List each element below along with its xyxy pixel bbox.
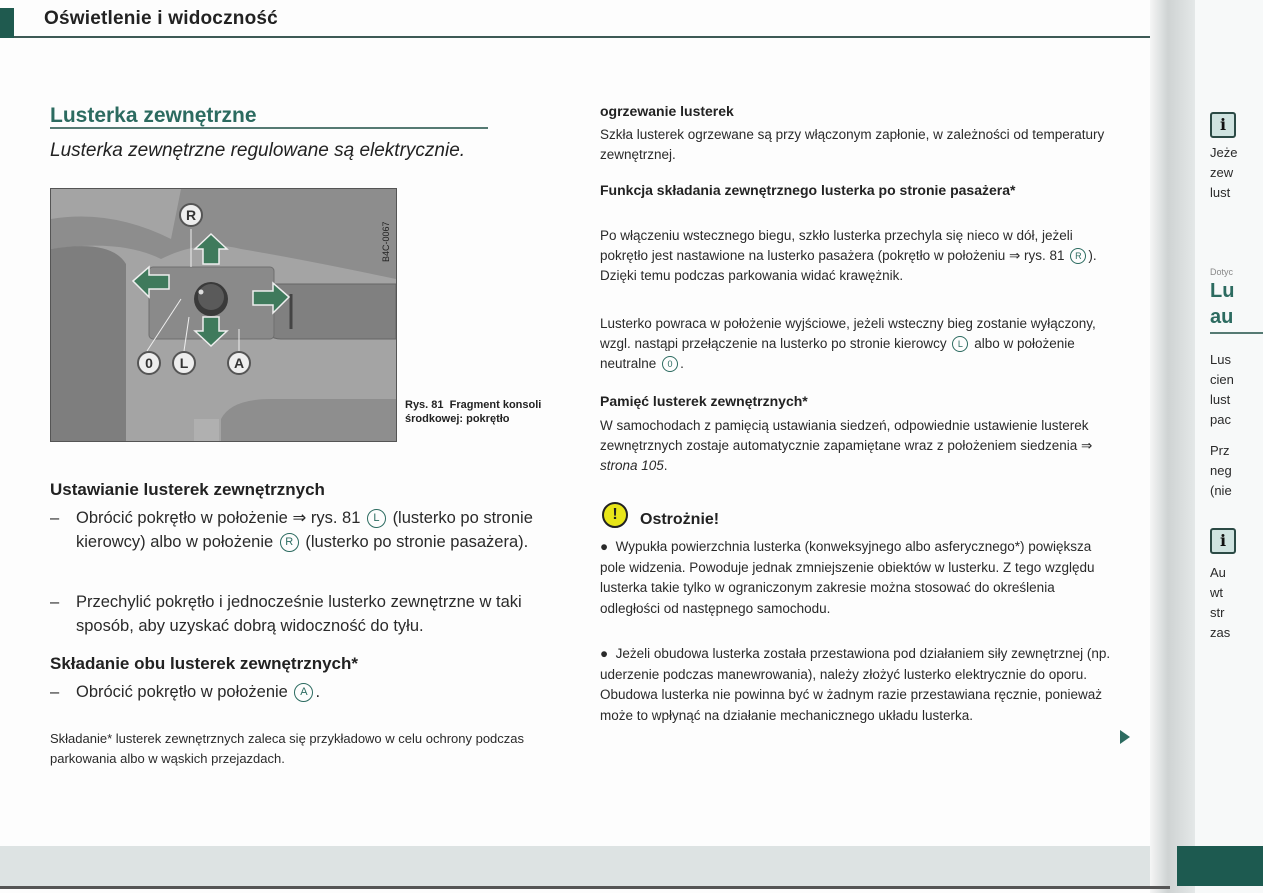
label-0-badge: 0 <box>137 351 161 375</box>
bullet-dot: ● <box>600 646 616 661</box>
info-icon: i <box>1210 112 1236 138</box>
adjust-step-1 <box>50 506 560 554</box>
fragment-line: zas <box>1210 625 1231 640</box>
fragment-small-label: Dotyc <box>1210 267 1234 277</box>
position-r-symbol: R <box>280 533 299 552</box>
fragment-line: pac <box>1210 412 1231 427</box>
fragment-line: (nie <box>1210 483 1232 498</box>
section-lead: Lusterka zewnętrzne regulowane są elektrycznie. <box>50 140 466 161</box>
chapter-title: Oświetlenie i widoczność <box>44 8 278 29</box>
passenger-fold-heading: Funkcja składania zewnętrznego lusterka po stronie pasażera* <box>600 182 1016 198</box>
position-r-symbol: R <box>1070 248 1086 264</box>
step-text: (lusterko po stronie pasażera). <box>305 533 529 551</box>
paragraph-text: ). Dzięki temu podczas parkowania widać krawężnik. <box>600 248 1097 283</box>
passenger-fold-p2 <box>600 314 1120 374</box>
fold-step <box>50 680 560 704</box>
paragraph-text: W samochodach z pamięcią ustawiania siedzeń, odpowiednie ustawienie lusterek zewnętrznych zostaje automatycznie zapamiętane wraz z położeniem siedzenia ⇒ <box>600 418 1093 453</box>
label-a-badge: A <box>227 351 251 375</box>
fragment-line: Jeże <box>1210 145 1238 160</box>
position-a-symbol: A <box>294 683 313 702</box>
fragment-heading-underline <box>1210 332 1263 334</box>
section-title: Lusterka zewnętrzne <box>50 104 257 127</box>
paragraph-text: Po włączeniu wstecznego biegu, szkło lusterka przechyla się nieco w dół, jeżeli pokrętło jest nastawione na lusterko pasażera (pokrętło w położeniu ⇒ rys. 81 <box>600 228 1073 263</box>
bullet-dot: ● <box>600 539 616 554</box>
fragment-line: Au <box>1210 565 1226 580</box>
heating-text: Szkła lusterek ogrzewane są przy włączonym zapłonie, w zależności od temperatury zewnętrznej. <box>600 127 1105 162</box>
paragraph-text: . <box>663 458 668 473</box>
fragment-line: neg <box>1210 463 1232 478</box>
bullet-text: Jeżeli obudowa lusterka została przestawiona pod działaniem siły zewnętrznej (np. uderzenie podczas manewrowania), należy złożyć lusterko elektrycznie do oporu. Obudowa lusterka nie powinna być w żadnym razie przestawiana ręcznie, ponieważ może to wpłynąć na działanie mechanicznego układu lusterka. <box>600 646 1111 723</box>
caution-title: Ostrożnie! <box>640 511 720 528</box>
paragraph-text: Lusterko powraca w położenie wyjściowe, jeżeli wsteczny bieg zostanie wyłączony, wzgl. nastąpi przełączenie na lusterko po stronie kierowcy <box>600 316 1096 351</box>
caution-bullet-2 <box>600 644 1115 726</box>
step-text: Przechylić pokrętło i jednocześnie lusterko zewnętrzne w taki sposób, aby uzyskać dobrą widoczność do tyłu. <box>76 593 522 635</box>
heating-heading: ogrzewanie lusterek <box>600 103 734 119</box>
console-knob-illustration <box>51 189 396 441</box>
fold-heading: Składanie obu lusterek zewnętrznych* <box>50 654 358 673</box>
fragment-line: Prz <box>1210 443 1230 458</box>
position-l-symbol: L <box>367 509 386 528</box>
section-title-underline <box>50 127 488 129</box>
fragment-line: wt <box>1210 585 1223 600</box>
step-text: (lusterko po stronie kierowcy) albo w położenie <box>76 509 533 551</box>
step-dash: – <box>50 593 60 611</box>
position-0-symbol: 0 <box>662 356 678 372</box>
adjust-heading: Ustawianie lusterek zewnętrznych <box>50 480 325 499</box>
info-icon: i <box>1210 528 1236 554</box>
caution-icon: ! <box>602 502 628 528</box>
chapter-tab-marker <box>0 8 14 38</box>
header-divider <box>14 36 1263 38</box>
memory-text <box>600 416 1120 476</box>
fragment-line: Lus <box>1210 352 1231 367</box>
step-dash: – <box>50 509 60 527</box>
page-edge <box>0 886 1170 889</box>
next-page-footer-tab <box>1177 846 1263 886</box>
memory-heading: Pamięć lusterek zewnętrznych* <box>600 393 808 409</box>
adjust-step-2 <box>50 590 560 638</box>
step-end: . <box>315 683 321 701</box>
position-l-symbol: L <box>952 336 968 352</box>
fragment-line: cien <box>1210 372 1234 387</box>
figure-code: B4C-0067 <box>381 221 391 262</box>
step-dash: – <box>50 683 60 701</box>
caution-bullet-1 <box>600 537 1115 619</box>
fragment-heading-line: au <box>1210 306 1234 328</box>
paragraph-text: albo w położenie neutralne <box>600 336 1075 371</box>
fragment-line: lust <box>1210 392 1231 407</box>
continue-arrow-icon <box>1120 730 1130 744</box>
label-l-badge: L <box>172 351 196 375</box>
page-footer-band <box>0 846 1150 886</box>
step-text: Obrócić pokrętło w położenie <box>76 683 288 701</box>
passenger-fold-p1 <box>600 226 1120 286</box>
fragment-line: lust <box>1210 185 1231 200</box>
fragment-line: str <box>1210 605 1225 620</box>
figure-caption-label: Rys. 81 <box>405 399 444 411</box>
console-knob-figure <box>50 188 397 442</box>
book-gutter <box>1150 0 1195 893</box>
fold-note: Składanie* lusterek zewnętrznych zaleca się przykładowo w celu ochrony podczas parkowania albo w wąskich przejazdach. <box>50 731 525 766</box>
step-text: Obrócić pokrętło w położenie ⇒ rys. 81 <box>76 509 361 527</box>
fragment-heading-line: Lu <box>1210 280 1235 302</box>
fragment-line: zew <box>1210 165 1234 180</box>
bullet-text: Wypukła powierzchnia lusterka (konweksyjnego albo asferycznego*) powiększa pole widzenia. Powoduje jednak zmniejszenie obiektów w lusterku. Z tego względu lusterka takie tylko w ograniczonym zakresie można stosować do określenia odległości od następnego samochodu. <box>600 539 1095 616</box>
page-reference-link[interactable]: strona 105 <box>600 458 664 473</box>
label-r-badge: R <box>179 203 203 227</box>
figure-caption-text: Fragment konsoli środkowej: pokrętło <box>405 399 542 425</box>
paragraph-text: . <box>680 356 684 371</box>
figure-caption <box>405 398 545 426</box>
